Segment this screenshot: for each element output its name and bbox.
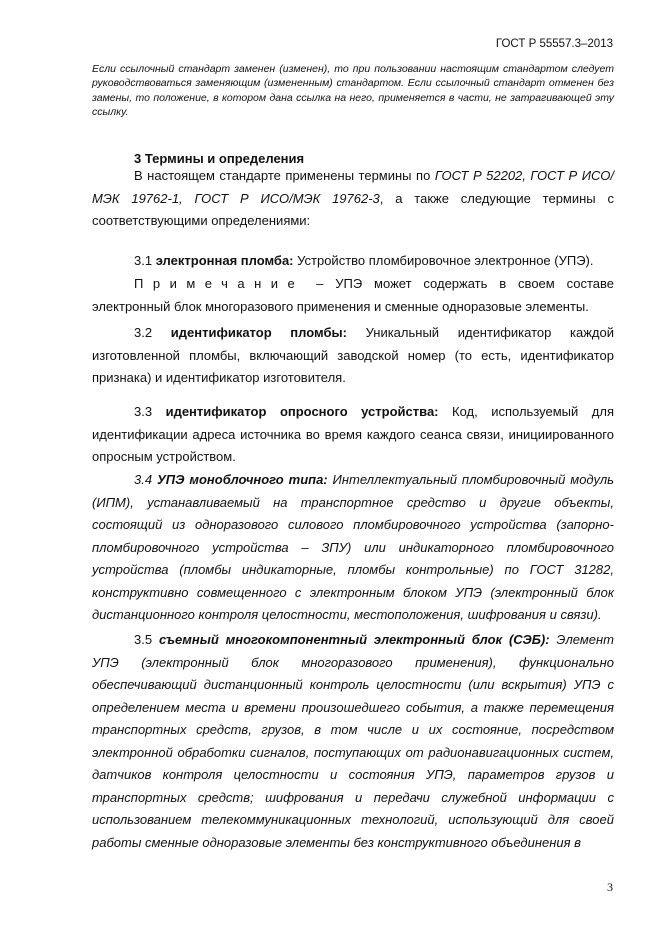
page-number: 3 — [607, 880, 613, 894]
note-text: – УПЭ может содержать в своем составе электронный блок многоразового применения и сменные одноразовые элементы. — [92, 276, 614, 314]
definition-number: 3.4 — [134, 472, 153, 487]
intro-prefix: В настоящем стандарте применены термины по — [134, 168, 435, 183]
definition-number: 3.2 — [134, 325, 153, 340]
intro-suffix: , а также следующие термины с соответствующими определениями: — [92, 190, 614, 228]
definition-number: 3.1 — [134, 253, 153, 268]
definition-text: Код, используемый для идентификации адреса источника во время каждого сеанса связи, инициированного опросным устройством. — [92, 404, 614, 464]
definition-3-3 — [92, 401, 614, 469]
note-label: Примечание — [134, 276, 305, 291]
definition-3-4 — [92, 469, 614, 627]
definition-3-1 — [92, 250, 614, 273]
definition-term: съемный многокомпонентный электронный блок (СЭБ): — [158, 632, 550, 647]
definition-text: Уникальный идентификатор каждой изготовленной пломбы, включающий заводской номер (то есть, идентификатор признака) и идентификатор изготовителя. — [92, 325, 614, 385]
definition-term: электронная пломба: — [155, 253, 294, 268]
section-intro — [92, 165, 614, 233]
section-title: 3 Термины и определения — [134, 151, 305, 166]
definition-3-5 — [92, 629, 614, 854]
note-3-1 — [92, 273, 614, 318]
definition-text: Элемент УПЭ (электронный блок многоразового применения), функционально обеспечивающий дистанционный контроль целостности (или вскрытия) УПЭ с определением места и времени произошедшего события, а также перемещения транспортных средств, грузов, в том числе и их состояние, посредством электронной обработки сигналов, поступающих от радионавигационных систем, датчиков контроля целостности и состояния УПЭ, параметров грузов и транспортных средств; шифрования и передачи служебной информации с использованием телекоммуникационных технологий, использующий для своей работы сменные одноразовые элементы без конструктивного объединения в — [92, 632, 614, 850]
definition-number: 3.3 — [134, 404, 153, 419]
definition-text: Устройство пломбировочное электронное (УПЭ). — [293, 253, 594, 268]
definition-term: идентификатор опросного устройства: — [165, 404, 439, 419]
reference-standards-note: Если ссылочный стандарт заменен (изменен), то при пользовании настоящим стандартом следует руководствоваться заменяющим (измененным) стандартом. Если ссылочный стандарт отменен без замены, то положение, в котором дана ссылка на него, применяется в части, не затрагивающей эту ссылку. — [92, 63, 614, 118]
intro-refs: ГОСТ Р 52202, ГОСТ Р ИСО/МЭК 19762-1, ГОСТ Р ИСО/МЭК 19762-3 — [92, 168, 614, 206]
definition-term: УПЭ моноблочного типа: — [156, 472, 328, 487]
document-number-header: ГОСТ Р 55557.3–2013 — [495, 38, 613, 50]
definition-number: 3.5 — [134, 632, 153, 647]
definition-term: идентификатор пломбы: — [170, 325, 347, 340]
definition-3-2 — [92, 322, 614, 390]
definition-text: Интеллектуальный пломбировочный модуль (ИПМ), устанавливаемый на транспортное средство и другие объекты, состоящий из одноразового силового пломбировочного устройства (запорно-пломбировочного устройства – ЗПУ) или индикаторного пломбировочного устройства (пломбы индикаторные, пломбы контрольные) по ГОСТ 31282, конструктивно совмещенного с электронным блоком УПЭ (электронный блок дистанционного контроля целостности, местоположения, шифрования и связи). — [92, 472, 614, 622]
